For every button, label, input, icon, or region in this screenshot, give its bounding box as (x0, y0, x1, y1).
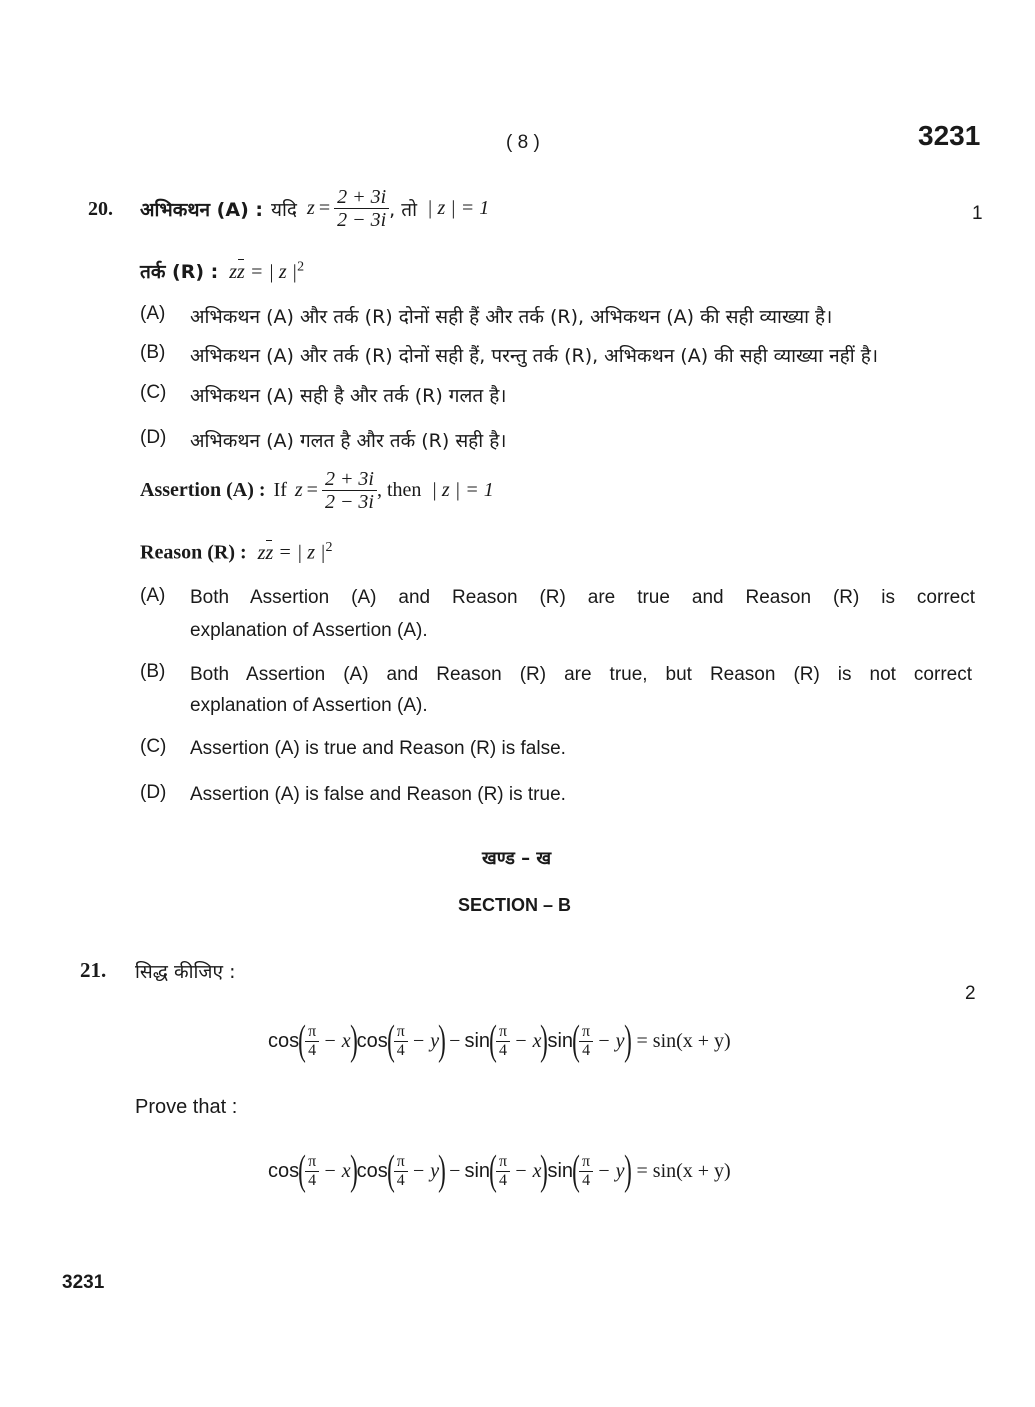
q20-en-fraction (322, 468, 377, 513)
cos-1a: cos (268, 1029, 300, 1052)
pi-over-4-1d (579, 1023, 593, 1059)
pi: π (305, 1023, 319, 1042)
q20-hi-option-text-a: अभिकथन (A) और तर्क (R) दोनों सही हैं और तर्क (R), अभिकथन (A) की सही व्याख्या है। (190, 306, 833, 328)
q21-english-prompt: Prove that : (135, 1096, 238, 1118)
minus-x-2c: − x (514, 1159, 542, 1182)
q20-hindi-reason (140, 258, 304, 284)
q20-en-numerator: 2 + 3i (322, 468, 377, 491)
minus-y-1b: − y (411, 1029, 440, 1052)
sin-2a: sin (464, 1159, 491, 1182)
q20-hi-modz: | z | = 1 (427, 197, 490, 219)
q20-en-then-word: , then (377, 479, 422, 501)
left-paren: ( (298, 1148, 306, 1194)
q21-identity-hindi (268, 1020, 731, 1062)
q20-hi-assertion-label: अभिकथन (A) : (140, 198, 263, 221)
question-number-21: 21. (80, 958, 107, 982)
minus-2: − (449, 1159, 461, 1182)
cos-2a: cos (268, 1159, 300, 1182)
q20-hi-then-word: , तो (389, 198, 417, 221)
q20-hi-option-label-d: (D) (140, 427, 167, 448)
q20-hi-option-label-b: (B) (140, 342, 166, 363)
pi-over-4-1c (496, 1023, 510, 1059)
q20-hi-eq: = (318, 197, 331, 219)
minus-y-2b: − y (411, 1159, 440, 1182)
page-number: ( 8 ) (506, 132, 540, 153)
right-paren: ) (349, 1148, 358, 1194)
q20-en-square: 2 (325, 540, 333, 555)
pi-over-4-2c (496, 1153, 510, 1189)
q20-en-reason-label: Reason (R) : (140, 541, 247, 564)
q20-en-if-word: If (273, 479, 287, 501)
pi-over-4-2d (579, 1153, 593, 1189)
cos-2b: cos (356, 1159, 388, 1182)
sin-1b: sin (547, 1029, 574, 1052)
q21-identity-english (268, 1150, 731, 1192)
left-paren: ( (298, 1018, 306, 1064)
cos-1b: cos (356, 1029, 388, 1052)
four: 4 (499, 1171, 508, 1189)
left-paren: ( (386, 1018, 395, 1064)
paper-code: 3231 (918, 120, 981, 151)
four: 4 (308, 1171, 317, 1189)
q20-hindi-assertion (140, 186, 489, 231)
left-paren: ( (489, 1018, 497, 1064)
right-paren: ) (540, 1148, 549, 1194)
q20-hi-zbar: z (237, 261, 245, 283)
q20-en-option-label-d: (D) (140, 782, 167, 803)
q20-en-assertion-label: Assertion (A) : (140, 479, 266, 501)
minus-y-2d: − y (597, 1159, 625, 1182)
right-paren: ) (623, 1018, 632, 1064)
left-paren: ( (489, 1148, 497, 1194)
four: 4 (499, 1041, 508, 1059)
q20-marks: 1 (972, 203, 983, 224)
pi: π (305, 1153, 319, 1172)
q20-en-option-a-line1: Both Assertion (A) and Reason (R) are true and Reason (R) is correct (190, 587, 975, 608)
q20-hi-option-label-c: (C) (140, 382, 167, 403)
pi: π (579, 1153, 593, 1172)
q20-en-option-b-line2: explanation of Assertion (A). (190, 695, 428, 716)
q20-hi-z: z (307, 197, 315, 219)
pi-over-4-2a (305, 1153, 319, 1189)
right-paren: ) (349, 1018, 358, 1064)
four: 4 (582, 1171, 591, 1189)
left-paren: ( (386, 1148, 395, 1194)
q20-en-option-a-line2: explanation of Assertion (A). (190, 620, 428, 641)
footer-paper-code: 3231 (62, 1272, 105, 1293)
q20-hi-zz-right: = | z | (244, 261, 298, 283)
right-paren: ) (438, 1018, 447, 1064)
section-heading-hindi: खण्ड – ख (482, 848, 552, 869)
q21-hindi-prompt: सिद्ध कीजिए : (135, 961, 236, 983)
left-paren: ( (572, 1148, 580, 1194)
q20-english-reason (140, 540, 333, 565)
q20-hi-option-label-a: (A) (140, 303, 166, 324)
q20-en-option-label-a: (A) (140, 585, 166, 606)
q20-hi-fraction (334, 186, 389, 231)
pi: π (496, 1023, 510, 1042)
four: 4 (308, 1041, 317, 1059)
right-paren: ) (438, 1148, 447, 1194)
q20-en-z: z (294, 479, 303, 501)
q20-hi-reason-label: तर्क (R) : (140, 261, 219, 283)
q20-en-zz-left: z (257, 541, 266, 564)
rhs-1: = sin(x + y) (636, 1029, 731, 1052)
q20-english-assertion (140, 468, 494, 513)
pi: π (394, 1153, 408, 1172)
right-paren: ) (623, 1148, 632, 1194)
q20-en-option-label-c: (C) (140, 736, 167, 757)
question-number-20: 20. (88, 198, 113, 220)
q20-hi-option-text-b: अभिकथन (A) और तर्क (R) दोनों सही हैं, परन्तु तर्क (R), अभिकथन (A) की सही व्याख्या नहीं है। (190, 345, 879, 367)
pi: π (579, 1023, 593, 1042)
rhs-2: = sin(x + y) (636, 1159, 731, 1182)
minus-1: − (449, 1029, 461, 1052)
q20-en-denominator: 2 − 3i (324, 491, 374, 513)
minus-x-1a: − x (323, 1029, 351, 1052)
q20-hi-if-word: यदि (270, 198, 298, 221)
section-heading-english: SECTION – B (458, 895, 572, 915)
minus-y-1d: − y (597, 1029, 625, 1052)
minus-x-2a: − x (323, 1159, 351, 1182)
q20-en-option-c-line1: Assertion (A) is true and Reason (R) is false. (190, 738, 566, 759)
q20-en-option-b-line1: Both Assertion (A) and Reason (R) are true, but Reason (R) is not correct (190, 664, 972, 685)
q20-en-modz: | z | = 1 (431, 479, 494, 501)
q20-en-zz-right: = | z | (273, 541, 326, 564)
q20-hi-option-text-d: अभिकथन (A) गलत है और तर्क (R) सही है। (190, 430, 507, 452)
q20-hi-numerator: 2 + 3i (334, 186, 389, 209)
q20-hi-zz-left: z (229, 261, 238, 283)
q20-hi-denominator: 2 − 3i (337, 209, 387, 231)
pi: π (394, 1023, 408, 1042)
four: 4 (396, 1041, 405, 1059)
q20-en-option-d-line1: Assertion (A) is false and Reason (R) is true. (190, 784, 566, 805)
sin-1a: sin (464, 1029, 491, 1052)
four: 4 (396, 1171, 405, 1189)
q20-hi-square: 2 (297, 259, 305, 275)
q20-hi-option-text-c: अभिकथन (A) सही है और तर्क (R) गलत है। (190, 385, 507, 407)
right-paren: ) (540, 1018, 549, 1064)
sin-2b: sin (547, 1159, 574, 1182)
q20-en-eq: = (306, 479, 318, 501)
pi-over-4-1b (394, 1023, 408, 1059)
pi-over-4-1a (305, 1023, 319, 1059)
q21-marks: 2 (965, 983, 976, 1004)
pi-over-4-2b (394, 1153, 408, 1189)
q20-en-zbar: z (265, 541, 274, 564)
minus-x-1c: − x (514, 1029, 542, 1052)
four: 4 (582, 1041, 591, 1059)
pi: π (496, 1153, 510, 1172)
q20-en-option-label-b: (B) (140, 661, 166, 682)
left-paren: ( (572, 1018, 580, 1064)
